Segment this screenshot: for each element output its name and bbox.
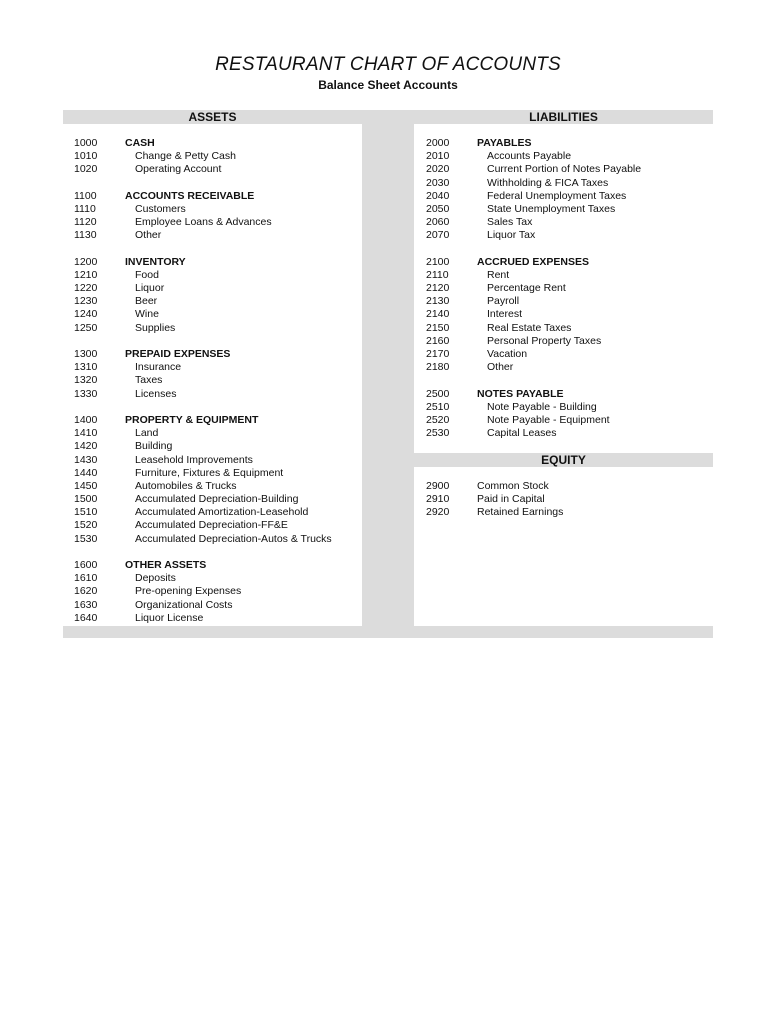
account-row (74, 467, 360, 480)
account-number: 1100 (74, 189, 97, 202)
account-row (426, 150, 712, 163)
account-number: 1240 (74, 308, 98, 321)
account-number: 1630 (74, 598, 98, 611)
account-number: 1010 (74, 150, 98, 163)
account-group-row (426, 137, 712, 150)
account-name: Retained Earnings (477, 506, 564, 519)
account-name: Sales Tax (487, 216, 533, 229)
account-number: 1310 (74, 361, 98, 374)
account-name: Payroll (487, 295, 520, 308)
account-row (74, 572, 360, 585)
account-row (74, 374, 360, 387)
account-name: Withholding & FICA Taxes (487, 176, 609, 189)
account-name: Deposits (135, 572, 176, 585)
account-number: 2100 (426, 255, 450, 268)
account-name: Change & Petty Cash (135, 150, 236, 163)
account-name: Federal Unemployment Taxes (487, 189, 627, 202)
account-number: 2110 (426, 268, 449, 281)
account-number: 1020 (74, 163, 98, 176)
account-row (426, 295, 712, 308)
account-row (426, 229, 712, 242)
bottom-bar (63, 626, 713, 638)
account-number: 1610 (74, 572, 98, 585)
account-number: 2120 (426, 282, 450, 295)
account-row (74, 454, 360, 467)
account-row (426, 203, 712, 216)
account-number: 1520 (74, 519, 98, 532)
account-row (426, 480, 712, 493)
account-number: 2530 (426, 427, 450, 440)
account-name: State Unemployment Taxes (487, 202, 616, 215)
equity-column (426, 480, 712, 520)
account-name: ACCOUNTS RECEIVABLE (125, 189, 255, 202)
account-row (74, 506, 360, 519)
account-name: Paid in Capital (477, 493, 545, 506)
account-number: 2000 (426, 137, 450, 149)
account-row (74, 388, 360, 401)
account-row (74, 216, 360, 229)
account-row (74, 493, 360, 506)
account-group-row (74, 348, 360, 361)
account-number: 1530 (74, 532, 98, 545)
account-name: Land (135, 427, 159, 440)
account-number: 1000 (74, 137, 98, 149)
account-row (426, 308, 712, 321)
account-row (426, 269, 712, 282)
account-name: CASH (125, 137, 155, 149)
account-name: Accumulated Depreciation-Building (135, 493, 299, 506)
account-name: Liquor (135, 282, 165, 295)
account-row (74, 163, 360, 176)
account-row (74, 308, 360, 321)
account-row (426, 361, 712, 374)
liabilities-column (426, 137, 712, 440)
account-row (74, 585, 360, 598)
account-name: Percentage Rent (487, 282, 566, 295)
account-row (426, 335, 712, 348)
account-name: Accounts Payable (487, 150, 572, 163)
account-name: PAYABLES (477, 137, 532, 149)
account-number: 1210 (74, 268, 98, 281)
account-name: Wine (135, 308, 159, 321)
account-number: 1440 (74, 466, 98, 479)
page-subtitle: Balance Sheet Accounts (318, 78, 458, 92)
liabilities-header: LIABILITIES (529, 110, 598, 124)
account-row (426, 427, 712, 440)
account-number: 1200 (74, 255, 98, 268)
account-row (74, 203, 360, 216)
account-row (426, 348, 712, 361)
account-number: 1220 (74, 282, 98, 295)
account-name: Liquor Tax (487, 229, 536, 242)
account-name: Vacation (487, 348, 528, 360)
account-name: Liquor License (135, 611, 204, 624)
account-name: Pre-opening Expenses (135, 585, 242, 598)
account-number: 2140 (426, 308, 450, 321)
account-group-row (74, 137, 360, 150)
account-row (426, 190, 712, 203)
account-row (426, 493, 712, 506)
account-row (74, 612, 360, 625)
account-row (74, 361, 360, 374)
account-name: Automobiles & Trucks (135, 479, 237, 492)
account-name: Operating Account (135, 163, 222, 176)
account-row (74, 427, 360, 440)
account-number: 1450 (74, 479, 98, 492)
account-row (426, 163, 712, 176)
account-name: Interest (487, 308, 523, 321)
account-name: OTHER ASSETS (125, 559, 207, 571)
account-number: 2500 (426, 387, 450, 400)
account-number: 2920 (426, 506, 450, 519)
account-number: 1300 (74, 348, 98, 360)
account-name: PROPERTY & EQUIPMENT (125, 413, 259, 426)
account-number: 1110 (74, 202, 96, 215)
account-number: 2510 (426, 400, 450, 413)
account-number: 2160 (426, 334, 450, 347)
account-number: 1510 (74, 506, 98, 519)
account-name: Note Payable - Equipment (487, 413, 610, 426)
account-name: Note Payable - Building (487, 400, 597, 413)
account-name: Furniture, Fixtures & Equipment (135, 466, 284, 479)
account-name: Accumulated Depreciation-Autos & Trucks (135, 532, 332, 545)
account-row (426, 414, 712, 427)
account-row (74, 295, 360, 308)
account-group-row (74, 256, 360, 269)
center-divider (362, 110, 414, 638)
account-name: Supplies (135, 321, 176, 334)
account-name: Accumulated Depreciation-FF&E (135, 519, 288, 532)
account-number: 2130 (426, 295, 450, 308)
account-name: Employee Loans & Advances (135, 216, 272, 229)
account-row (74, 322, 360, 335)
account-name: PREPAID EXPENSES (125, 348, 231, 360)
equity-header: EQUITY (541, 453, 586, 467)
account-number: 2060 (426, 216, 450, 229)
account-name: Building (135, 440, 173, 453)
account-name: NOTES PAYABLE (477, 387, 564, 400)
account-number: 1640 (74, 611, 98, 624)
account-number: 2150 (426, 321, 450, 334)
account-row (426, 506, 712, 519)
account-name: Food (135, 268, 159, 281)
account-number: 2030 (426, 176, 450, 189)
account-row (426, 322, 712, 335)
assets-header: ASSETS (188, 110, 237, 124)
account-row (74, 519, 360, 532)
account-name: Licenses (135, 387, 177, 400)
account-name: ACCRUED EXPENSES (477, 255, 590, 268)
account-number: 1410 (74, 427, 98, 440)
account-number: 2020 (426, 163, 450, 176)
account-group-row (426, 388, 712, 401)
account-number: 1620 (74, 585, 98, 598)
account-row (74, 269, 360, 282)
account-name: Insurance (135, 361, 182, 374)
account-name: Taxes (135, 374, 163, 387)
account-number: 2900 (426, 480, 450, 492)
account-number: 1600 (74, 559, 98, 571)
account-name: Current Portion of Notes Payable (487, 163, 642, 176)
account-number: 1430 (74, 453, 98, 466)
account-row (426, 401, 712, 414)
account-row (74, 599, 360, 612)
account-name: Rent (487, 268, 510, 281)
assets-column (74, 137, 360, 625)
account-row (426, 216, 712, 229)
account-number: 1330 (74, 387, 98, 400)
account-name: INVENTORY (125, 255, 186, 268)
account-row (74, 480, 360, 493)
account-number: 2010 (426, 150, 450, 163)
account-group-row (74, 559, 360, 572)
account-number: 2910 (426, 493, 450, 506)
account-group-row (74, 414, 360, 427)
account-row (426, 282, 712, 295)
account-name: Real Estate Taxes (487, 321, 572, 334)
page-title: RESTAURANT CHART OF ACCOUNTS (215, 54, 561, 75)
account-group-row (426, 256, 712, 269)
account-row (74, 150, 360, 163)
account-number: 2040 (426, 189, 450, 202)
account-name: Other (135, 229, 162, 242)
account-number: 2170 (426, 348, 450, 360)
account-row (426, 177, 712, 190)
account-number: 1400 (74, 413, 98, 426)
account-number: 2520 (426, 413, 450, 426)
account-group-row (74, 190, 360, 203)
account-name: Beer (135, 295, 158, 308)
account-number: 2050 (426, 202, 450, 215)
account-row (74, 440, 360, 453)
account-name: Common Stock (477, 480, 549, 492)
account-number: 1250 (74, 321, 98, 334)
account-number: 1320 (74, 374, 98, 387)
account-number: 2180 (426, 361, 450, 374)
account-number: 1420 (74, 440, 98, 453)
account-row (74, 282, 360, 295)
account-number: 1130 (74, 229, 97, 242)
account-number: 1120 (74, 216, 97, 229)
account-name: Capital Leases (487, 427, 557, 440)
account-row (74, 229, 360, 242)
account-row (74, 533, 360, 546)
account-number: 1500 (74, 493, 98, 506)
account-name: Leasehold Improvements (135, 453, 253, 466)
account-number: 1230 (74, 295, 98, 308)
account-name: Organizational Costs (135, 598, 233, 611)
account-number: 2070 (426, 229, 450, 242)
account-name: Customers (135, 202, 186, 215)
account-name: Accumulated Amortization-Leasehold (135, 506, 309, 519)
account-name: Other (487, 361, 514, 374)
account-name: Personal Property Taxes (487, 334, 602, 347)
